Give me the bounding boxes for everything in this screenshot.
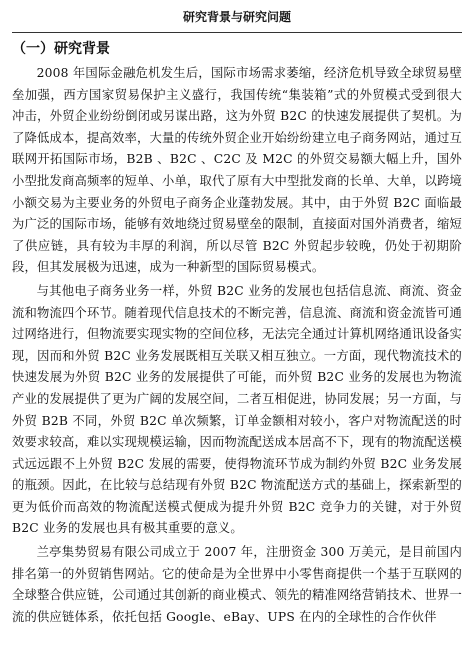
section-heading: （一）研究背景 bbox=[12, 41, 110, 57]
paragraph-lightinthebox: 兰亭集势贸易有限公司成立于 2007 年，注册资金 300 万美元，是目前国内排名第一的外贸销售网站。它的使命是为全世界中小零售商提供一个基于互联网的全球整合供应链，公司通过其创新的商业模式、领先的精准网络营销技术、世界一流的供应链体系，依托包括 Google、eBay、UPS 在内的全球性的合作伙伴 bbox=[12, 545, 462, 624]
paragraph-background: 2008 年国际金融危机发生后，国际市场需求萎缩，经济危机导致全球贸易壁垒加强，西方国家贸易保护主义盛行，我国传统“集装箱”式的外贸模式受到很大冲击，外贸企业纷纷倒闭或另谋出路，这为外贸 B2C 的快速发展提供了契机。为了降低成本，提高效率，大量的传统外贸企业开始纷纷建立电子商务网站，通过互联网开拓国际市场，B2B 、B2C 、C2C 及 M2C 的外贸交易额大幅上升，国外小型批发商高频率的短单、小单，取代了原有大中型批发商的长单、大单，以跨境小额交易为主要业务的外贸电子商务企业蓬勃发展。其中，由于外贸 B2C 面临最为广泛的国际市场，能够有效地绕过贸易壁垒的限制，直接面对国外消费者，缩短了供应链，具有较为丰厚的利润，所以尽管 B2C 外贸起步较晚，仍处于初期阶段，但其发展极为迅速，成为一种新型的国际贸易模式。 bbox=[12, 66, 462, 275]
page-header-title: 研究背景与研究问题 bbox=[182, 10, 291, 24]
paragraph-logistics: 与其他电子商务业务一样，外贸 B2C 业务的发展也包括信息流、商流、资金流和物流四个环节。随着现代信息技术的不断完善，信息流、商流和资金流皆可通过网络进行，但物流要实现实物的空间位移，无法完全通过计算机网络通讯设备实现，因而和外贸 B2C 业务发展既相互关联又相互独立。一方面，现代物流技术的快速发展为外贸 B2C 业务的发展提供了可能，而外贸 B2C 业务的发展也为物流产业的发展提供了更为广阔的发展空间，二者互相促进，协同发展；另一方面，与外贸 B2B 不同，外贸 B2C 单次频繁，订单金额相对较小，客户对物流配送的时效要求较高，难以实现规模运输，因而物流配送成本居高不下，现有的物流配送模式远远跟不上外贸 B2C 发展的需要，使得物流环节成为制约外贸 B2C 业务发展的瓶颈。因此，在比较与总结现有外贸 B2C 物流配送方式的基础上，探索新型的更为低价而高效的物流配送模式便成为提升外贸 B2C 竞争力的关键，对于外贸 B2C 业务的发展也具有极其重要的意义。 bbox=[12, 283, 462, 536]
header-divider bbox=[12, 32, 462, 33]
